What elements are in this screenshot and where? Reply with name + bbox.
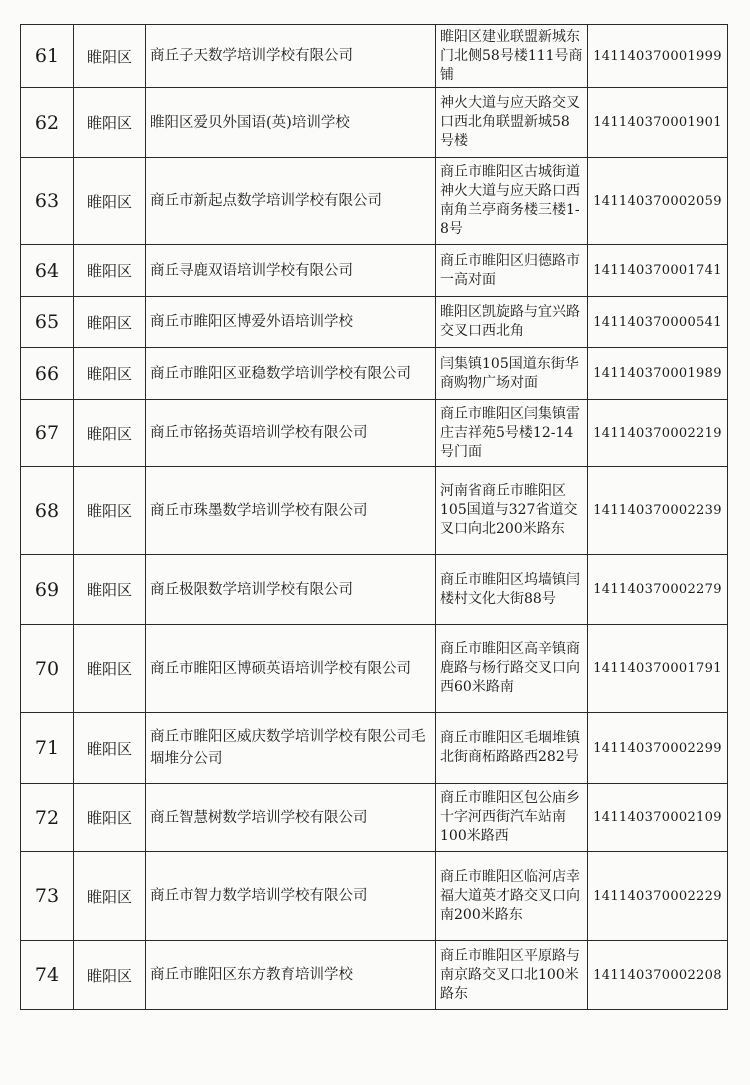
table-row [21, 25, 728, 88]
license-code-cell: 141140370002219 [588, 400, 728, 467]
district-cell: 睢阳区 [74, 297, 146, 348]
address-cell: 商丘市睢阳区古城街道神火大道与应天路口西南角兰亭商务楼三楼1-8号 [436, 158, 588, 245]
school-name-cell: 商丘子天数学培训学校有限公司 [146, 25, 436, 88]
table-row [21, 941, 728, 1010]
license-code-cell: 141140370001791 [588, 625, 728, 713]
license-code-cell: 141140370000541 [588, 297, 728, 348]
district-cell: 睢阳区 [74, 555, 146, 625]
district-cell: 睢阳区 [74, 25, 146, 88]
row-number: 74 [21, 941, 74, 1010]
address-cell: 商丘市睢阳区平原路与南京路交叉口北100米路东 [436, 941, 588, 1010]
license-code-cell: 141140370002239 [588, 467, 728, 555]
row-number: 73 [21, 852, 74, 941]
table-row [21, 852, 728, 941]
school-name-cell: 商丘市睢阳区威庆数学培训学校有限公司毛堌堆分公司 [146, 713, 436, 784]
row-number: 70 [21, 625, 74, 713]
license-code-cell: 141140370002208 [588, 941, 728, 1010]
table-row [21, 467, 728, 555]
address-cell: 商丘市睢阳区闫集镇雷庄吉祥苑5号楼12-14号门面 [436, 400, 588, 467]
row-number: 62 [21, 88, 74, 158]
district-cell: 睢阳区 [74, 400, 146, 467]
row-number: 64 [21, 245, 74, 297]
row-number: 71 [21, 713, 74, 784]
row-number: 65 [21, 297, 74, 348]
district-cell: 睢阳区 [74, 245, 146, 297]
table-row [21, 625, 728, 713]
license-code-cell: 141140370002109 [588, 784, 728, 852]
address-cell: 神火大道与应天路交叉口西北角联盟新城58号楼 [436, 88, 588, 158]
row-number: 67 [21, 400, 74, 467]
district-cell: 睢阳区 [74, 713, 146, 784]
license-code-cell: 141140370001741 [588, 245, 728, 297]
school-name-cell: 商丘市睢阳区东方教育培训学校 [146, 941, 436, 1010]
address-cell: 睢阳区建业联盟新城东门北侧58号楼111号商铺 [436, 25, 588, 88]
district-cell: 睢阳区 [74, 88, 146, 158]
district-cell: 睢阳区 [74, 784, 146, 852]
address-cell: 商丘市睢阳区毛堌堆镇北街商柘路路西282号 [436, 713, 588, 784]
school-name-cell: 商丘极限数学培训学校有限公司 [146, 555, 436, 625]
district-cell: 睢阳区 [74, 158, 146, 245]
license-code-cell: 141140370002279 [588, 555, 728, 625]
row-number: 68 [21, 467, 74, 555]
address-cell: 河南省商丘市睢阳区105国道与327省道交叉口向北200米路东 [436, 467, 588, 555]
row-number: 63 [21, 158, 74, 245]
school-name-cell: 商丘市睢阳区亚稳数学培训学校有限公司 [146, 348, 436, 400]
address-cell: 睢阳区凯旋路与宜兴路交叉口西北角 [436, 297, 588, 348]
table-row [21, 348, 728, 400]
school-name-cell: 商丘智慧树数学培训学校有限公司 [146, 784, 436, 852]
table-row [21, 297, 728, 348]
row-number: 72 [21, 784, 74, 852]
school-name-cell: 睢阳区爱贝外国语(英)培训学校 [146, 88, 436, 158]
table-row [21, 713, 728, 784]
district-cell: 睢阳区 [74, 625, 146, 713]
district-cell: 睢阳区 [74, 941, 146, 1010]
district-cell: 睢阳区 [74, 852, 146, 941]
row-number: 66 [21, 348, 74, 400]
table-row [21, 400, 728, 467]
district-cell: 睢阳区 [74, 467, 146, 555]
table-row [21, 88, 728, 158]
district-cell: 睢阳区 [74, 348, 146, 400]
address-cell: 商丘市睢阳区归德路市一高对面 [436, 245, 588, 297]
license-code-cell: 141140370001999 [588, 25, 728, 88]
table-row [21, 784, 728, 852]
address-cell: 商丘市睢阳区包公庙乡十字河西街汽车站南100米路西 [436, 784, 588, 852]
row-number: 69 [21, 555, 74, 625]
table-row [21, 245, 728, 297]
address-cell: 商丘市睢阳区坞墙镇闫楼村文化大街88号 [436, 555, 588, 625]
license-code-cell: 141140370001901 [588, 88, 728, 158]
license-code-cell: 141140370002229 [588, 852, 728, 941]
license-code-cell: 141140370002299 [588, 713, 728, 784]
license-code-cell: 141140370001989 [588, 348, 728, 400]
address-cell: 闫集镇105国道东街华商购物广场对面 [436, 348, 588, 400]
school-name-cell: 商丘寻鹿双语培训学校有限公司 [146, 245, 436, 297]
table-row [21, 158, 728, 245]
address-cell: 商丘市睢阳区高辛镇商鹿路与杨行路交叉口向西60米路南 [436, 625, 588, 713]
school-name-cell: 商丘市智力数学培训学校有限公司 [146, 852, 436, 941]
license-code-cell: 141140370002059 [588, 158, 728, 245]
table-row [21, 555, 728, 625]
school-name-cell: 商丘市睢阳区博硕英语培训学校有限公司 [146, 625, 436, 713]
school-name-cell: 商丘市铭扬英语培训学校有限公司 [146, 400, 436, 467]
school-name-cell: 商丘市睢阳区博爱外语培训学校 [146, 297, 436, 348]
school-name-cell: 商丘市新起点数学培训学校有限公司 [146, 158, 436, 245]
registry-table [20, 24, 728, 1010]
school-name-cell: 商丘市珠墨数学培训学校有限公司 [146, 467, 436, 555]
row-number: 61 [21, 25, 74, 88]
address-cell: 商丘市睢阳区临河店幸福大道英才路交叉口向南200米路东 [436, 852, 588, 941]
